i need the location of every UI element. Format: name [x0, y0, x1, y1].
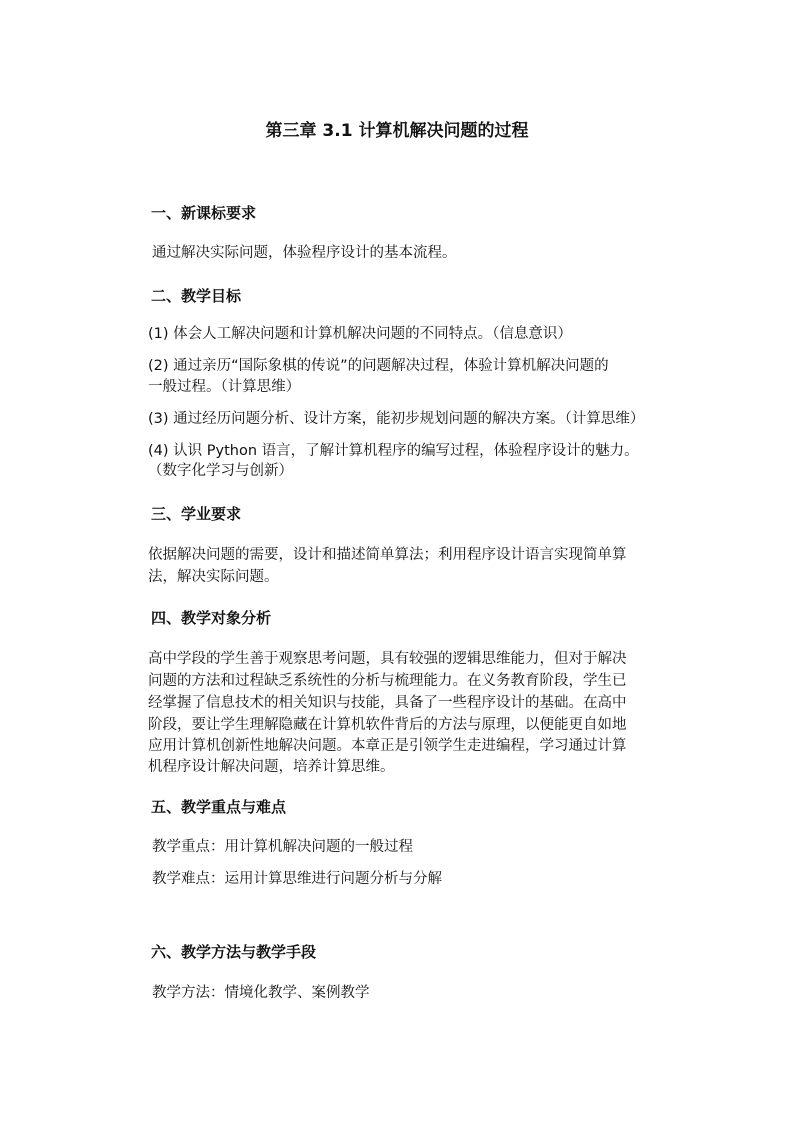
section-heading-key-points: 五、教学重点与难点: [151, 798, 287, 816]
students-line-5: 应用计算机创新性地解决问题。本章正是引领学生走进编程，学习通过计算: [148, 738, 627, 754]
goal-item-2-line-1: (2) 通过亲历“国际象棋的传说”的问题解决过程，体验计算机解决问题的: [148, 358, 609, 374]
section-heading-requirements: 三、学业要求: [151, 505, 242, 523]
section-heading-students: 四、教学对象分析: [151, 609, 272, 627]
students-line-2: 问题的方法和过程缺乏系统性的分析与梳理能力。在义务教育阶段，学生已: [148, 673, 627, 689]
students-line-3: 经掌握了信息技术的相关知识与技能，具备了一些程序设计的基础。在高中: [148, 695, 627, 711]
difficult-point-text: 教学难点：运用计算思维进行问题分析与分解: [152, 871, 442, 887]
goal-item-3: (3) 通过经历问题分析、设计方案，能初步规划问题的解决方案。（计算思维）: [148, 411, 645, 427]
section-heading-methods: 六、教学方法与教学手段: [151, 943, 317, 961]
goal-item-1: (1) 体会人工解决问题和计算机解决问题的不同特点。（信息意识）: [148, 326, 572, 342]
requirements-line-2: 法，解决实际问题。: [148, 569, 279, 585]
curriculum-text: 通过解决实际问题，体验程序设计的基本流程。: [152, 245, 457, 261]
students-line-4: 阶段，要让学生理解隐藏在计算机软件背后的方法与原理，以便能更自如地: [148, 717, 627, 733]
requirements-line-1: 依据解决问题的需要，设计和描述简单算法；利用程序设计语言实现简单算: [148, 547, 627, 563]
method-text: 教学方法：情境化教学、案例教学: [152, 985, 370, 1001]
goal-item-4-line-1: (4) 认识 Python 语言，了解计算机程序的编写过程，体验程序设计的魅力。: [148, 443, 639, 459]
goal-item-4-line-2: （数字化学习与创新）: [148, 463, 293, 479]
key-point-text: 教学重点：用计算机解决问题的一般过程: [152, 839, 413, 855]
goal-item-2-line-2: 一般过程。（计算思维）: [148, 379, 301, 395]
section-heading-curriculum: 一、新课标要求: [151, 204, 257, 222]
students-line-1: 高中学段的学生善于观察思考问题，具有较强的逻辑思维能力，但对于解决: [148, 651, 627, 667]
students-line-6: 机程序设计解决问题，培养计算思维。: [148, 759, 395, 775]
section-heading-goals: 二、教学目标: [151, 287, 242, 305]
document-title: 第三章 3.1 计算机解决问题的过程: [265, 121, 529, 141]
